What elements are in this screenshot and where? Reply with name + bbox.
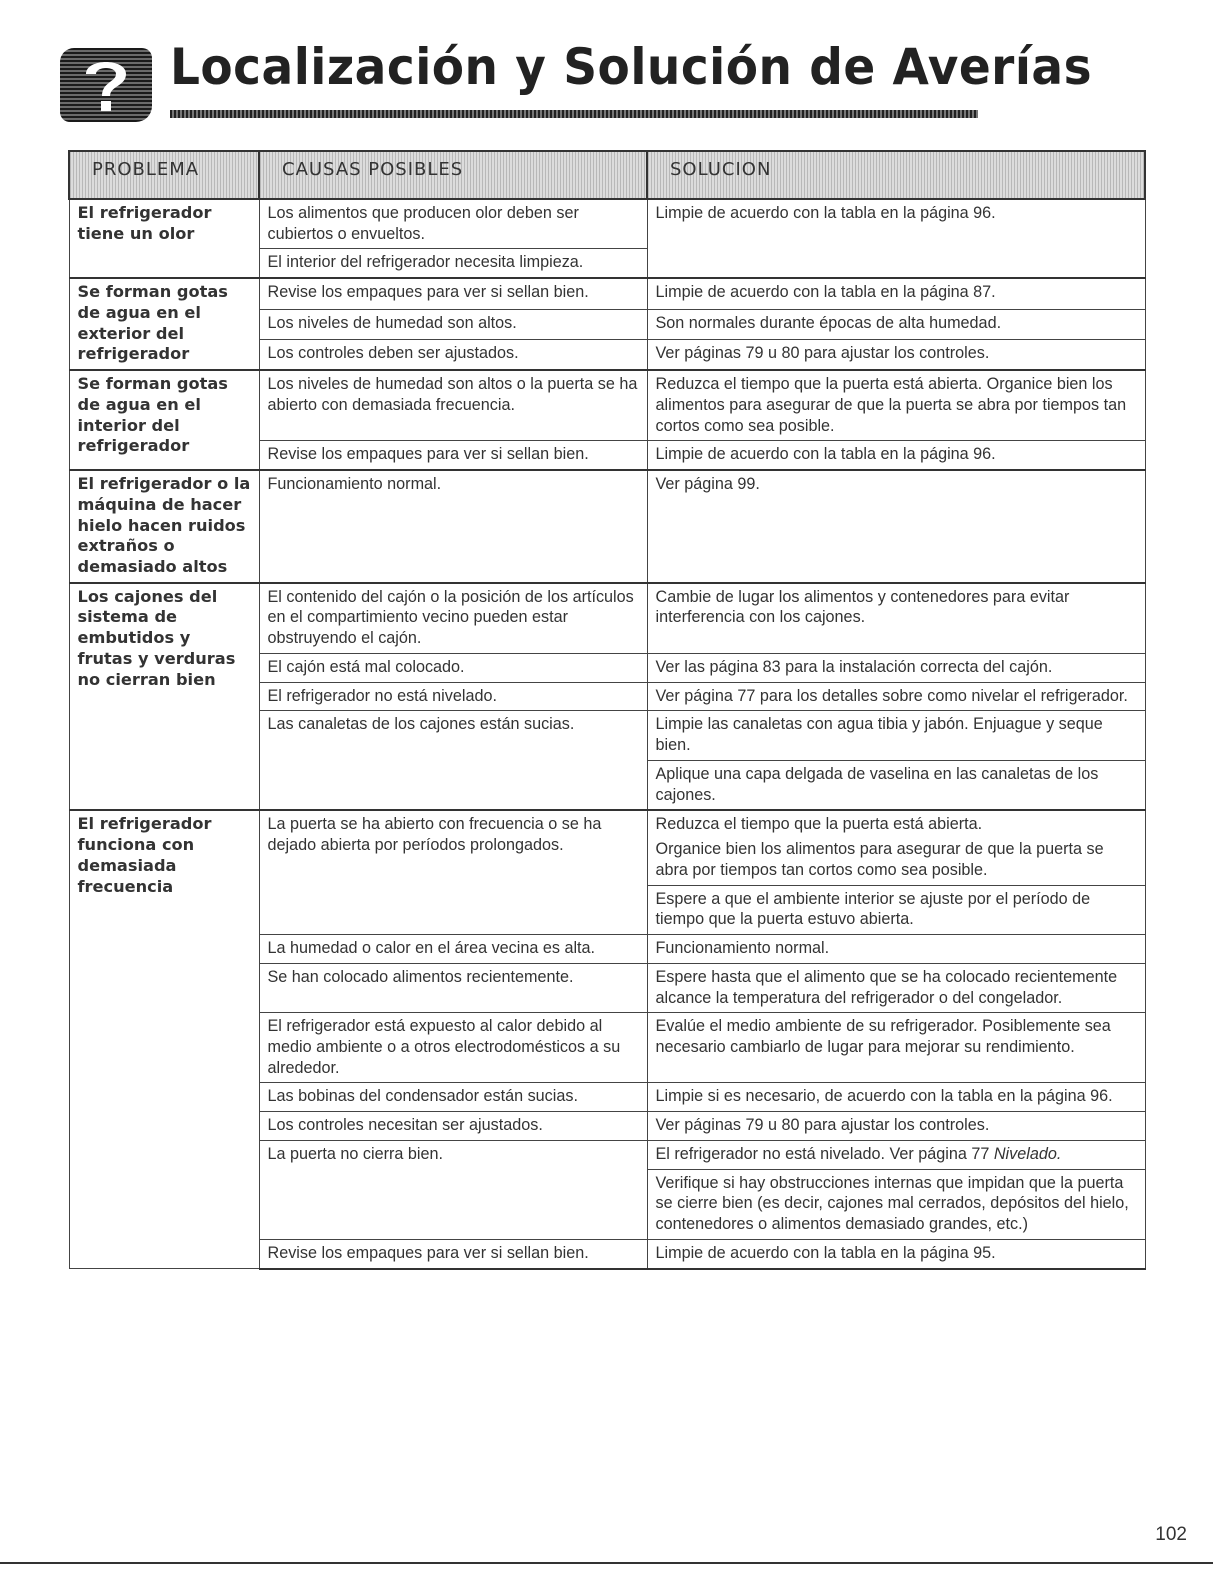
solution-cell: Reduzca el tiempo que la puerta está abierta. Organice bien los alimentos para asegurar de que la puerta se abra por tiempos tan cortos como sea posible. xyxy=(647,370,1145,441)
solution-cell: Limpie de acuerdo con la tabla en la página 96. xyxy=(647,199,1145,278)
column-header-problem: PROBLEMA xyxy=(69,151,259,199)
problem-cell: Se forman gotas de agua en el exterior del refrigerador xyxy=(69,278,259,370)
problem-cell: Los cajones del sistema de embutidos y frutas y verduras no cierran bien xyxy=(69,583,259,811)
cause-cell: Se han colocado alimentos recientemente. xyxy=(259,963,647,1012)
solution-cell: Ver página 77 para los detalles sobre como nivelar el refrigerador. xyxy=(647,682,1145,711)
page-header xyxy=(60,38,1093,124)
solution-cell: Ver las página 83 para la instalación correcta del cajón. xyxy=(647,653,1145,682)
cause-cell: El interior del refrigerador necesita limpieza. xyxy=(259,249,647,278)
troubleshooting-table xyxy=(68,150,1146,1270)
solution-text: Reduzca el tiempo que la puerta está abierta. xyxy=(655,815,983,834)
column-header-causes: CAUSAS POSIBLES xyxy=(259,151,647,199)
cause-cell: El refrigerador no está nivelado. xyxy=(259,682,647,711)
solution-cell: Limpie las canaletas con agua tibia y jabón. Enjuague y seque bien. xyxy=(647,711,1145,760)
cause-cell: Los niveles de humedad son altos o la puerta se ha abierto con demasiada frecuencia. xyxy=(259,370,647,441)
table-row xyxy=(69,470,1145,583)
solution-cell: Espere hasta que el alimento que se ha colocado recientemente alcance la temperatura del refrigerador o del congelador. xyxy=(647,963,1145,1012)
solution-cell: Ver páginas 79 u 80 para ajustar los controles. xyxy=(647,1112,1145,1141)
table-header-row xyxy=(69,151,1145,199)
cause-cell: Revise los empaques para ver si sellan bien. xyxy=(259,441,647,470)
cause-cell: El cajón está mal colocado. xyxy=(259,653,647,682)
solution-cell: Limpie si es necesario, de acuerdo con la tabla en la página 96. xyxy=(647,1083,1145,1112)
problem-cell: Se forman gotas de agua en el interior del refrigerador xyxy=(69,370,259,470)
solution-cell: Limpie de acuerdo con la tabla en la página 95. xyxy=(647,1239,1145,1268)
cause-cell: La humedad o calor en el área vecina es alta. xyxy=(259,935,647,964)
problem-cell: El refrigerador o la máquina de hacer hielo hacen ruidos extraños o demasiado altos xyxy=(69,470,259,583)
cause-cell: El refrigerador está expuesto al calor debido al medio ambiente o a otros electrodomésticos a su alrededor. xyxy=(259,1013,647,1083)
table-row xyxy=(69,583,1145,654)
cause-cell: La puerta se ha abierto con frecuencia o se ha dejado abierta por períodos prolongados. xyxy=(259,810,647,934)
page-number: 102 xyxy=(1155,1524,1187,1545)
solution-cell xyxy=(647,810,1145,885)
title-rule xyxy=(170,110,978,118)
solution-italic: Nivelado. xyxy=(993,1144,1062,1163)
table-row xyxy=(69,199,1145,249)
solution-cell: Son normales durante épocas de alta humedad. xyxy=(647,309,1145,339)
solution-cell xyxy=(647,1140,1145,1169)
problem-cell: El refrigerador funciona con demasiada frecuencia xyxy=(69,810,259,1268)
solution-cell: Cambie de lugar los alimentos y contenedores para evitar interferencia con los cajones. xyxy=(647,583,1145,654)
bottom-rule xyxy=(0,1562,1213,1564)
cause-cell: Revise los empaques para ver si sellan bien. xyxy=(259,1239,647,1268)
table-row xyxy=(69,810,1145,885)
table-row xyxy=(69,278,1145,309)
problem-cell: El refrigerador tiene un olor xyxy=(69,199,259,278)
cause-cell: Revise los empaques para ver si sellan bien. xyxy=(259,278,647,309)
solution-cell: Ver páginas 79 u 80 para ajustar los controles. xyxy=(647,339,1145,370)
solution-cell: Ver página 99. xyxy=(647,470,1145,583)
solution-cell: Espere a que el ambiente interior se ajuste por el período de tiempo que la puerta estuvo abierta. xyxy=(647,885,1145,934)
cause-cell: Las canaletas de los cajones están sucias. xyxy=(259,711,647,810)
cause-cell: La puerta no cierra bien. xyxy=(259,1140,647,1239)
cause-cell: El contenido del cajón o la posición de los artículos en el compartimiento vecino pueden estar obstruyendo el cajón. xyxy=(259,583,647,654)
solution-text: El refrigerador no está nivelado. Ver página 77 xyxy=(655,1144,994,1163)
solution-cell: Evalúe el medio ambiente de su refrigerador. Posiblemente sea necesario cambiarlo de lugar para mejorar su rendimiento. xyxy=(647,1013,1145,1083)
solution-text: Organice bien los alimentos para asegurar de que la puerta se abra por tiempos tan cortos como sea posible. xyxy=(655,840,1104,879)
cause-cell: Los controles necesitan ser ajustados. xyxy=(259,1112,647,1141)
solution-cell: Limpie de acuerdo con la tabla en la página 87. xyxy=(647,278,1145,309)
cause-cell: Funcionamiento normal. xyxy=(259,470,647,583)
solution-cell: Funcionamiento normal. xyxy=(647,935,1145,964)
page-title: Localización y Solución de Averías xyxy=(170,38,1093,96)
table-row xyxy=(69,370,1145,441)
solution-cell: Aplique una capa delgada de vaselina en las canaletas de los cajones. xyxy=(647,760,1145,810)
column-header-solution: SOLUCION xyxy=(647,151,1145,199)
solution-cell: Verifique si hay obstrucciones internas que impidan que la puerta se cierre bien (es decir, cajones mal cerrados, depósitos del hielo, contenedores o alimentos demasiado grandes, etc.) xyxy=(647,1169,1145,1239)
cause-cell: Las bobinas del condensador están sucias. xyxy=(259,1083,647,1112)
solution-cell: Limpie de acuerdo con la tabla en la página 96. xyxy=(647,441,1145,470)
cause-cell: Los controles deben ser ajustados. xyxy=(259,339,647,370)
cause-cell: Los niveles de humedad son altos. xyxy=(259,309,647,339)
cause-cell: Los alimentos que producen olor deben ser cubiertos o envueltos. xyxy=(259,199,647,249)
question-mark-icon xyxy=(60,48,152,122)
